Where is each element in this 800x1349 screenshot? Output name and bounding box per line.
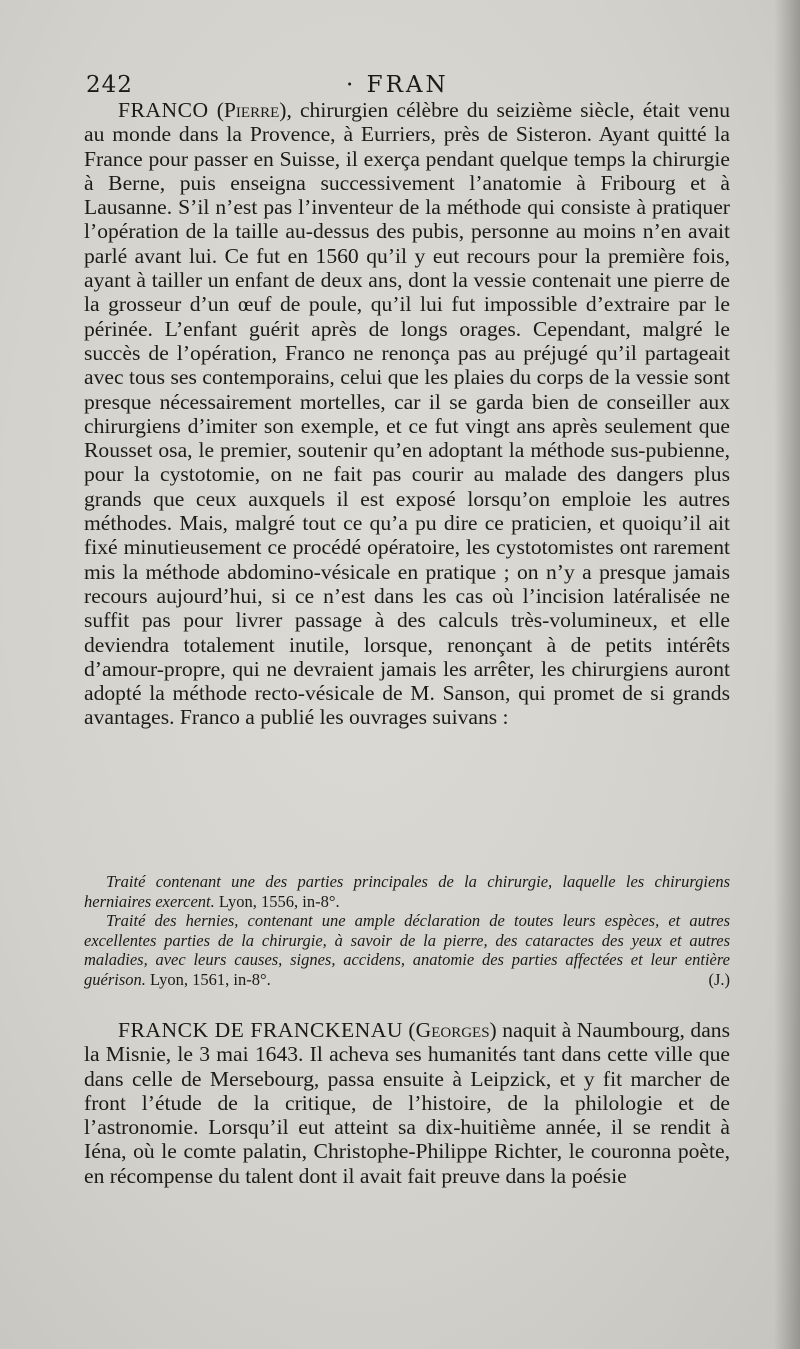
entry-body: , chirurgien célèbre du seizième siècle, était venu au monde dans la Provence, à Eurriers, près de Sisteron. Ayant quitté la France pour passer en Suisse, il exerça pendant quelque temps la chirurgie à Berne, puis enseigna successivement l’anatomie à Fribourg et à Lausanne. S’il n’est pas l’inventeur de la méthode qui consiste à pratiquer l’opération de la taille au-dessus des pubis, personne au moins n’en avait parlé avant lui. Ce fut en 1560 qu’il y eut recours pour la première fois, ayant à tailler un enfant de deux ans, dont la vessie contenait une pierre de la grosseur d’un œuf de poule, qu’il lui fut impossible d’extraire par le périnée. L’enfant guérit après de longs orages. Cependant, malgré le succès de l’opération, Franco ne renonça pas au préjugé qu’il partageait avec tous ses contemporains, celui que les plaies du corps de la vessie sont presque nécessairement mortelles, car il se garda bien de conseiller aux chirurgiens d’imiter son exemple, et ce fut vingt ans après seulement que Rousset osa, le premier, soutenir qu’en adoptant la méthode sus-pubienne, pour la cystotomie, on ne fait pas courir au malade des dangers plus grands que ceux auxquels il est exposé lorsqu’on emploie les autres méthodes. Mais, malgré tout ce qu’a pu dire ce praticien, et quoiqu’il ait fixé minutieusement ce procédé opératoire, les cystotomistes ont rarement mis la méthode abdomino-vésicale en pratique ; on n’y a presque jamais recours aujourd’hui, si ce n’est dans les cas où l’incision latéralisée ne suffit pas pour livrer passage à des calculs très-volumineux, et elle deviendra totalement inutile, lorsque, renonçant à de petits intérêts d’amour-propre, qui ne devraient jamais les arrêter, les chirurgiens auront adopté la méthode recto-vésicale de M. Sanson, qui promet de si grands avantages. Franco a publié les ouvrages suivans :: [84, 98, 731, 730]
entry-paragraph: FRANCO (Pierre), chirurgien célèbre du seizième siècle, était venu au monde dans la Provence, à Eurriers, près de Sisteron. Ayant quitté la France pour passer en Suisse, il exerça pendant quelque temps la chirurgie à Berne, puis enseigna successivement l’anatomie à Fribourg et à Lausanne. S’il n’est pas l’inventeur de la méthode qui consiste à pratiquer l’opération de la taille au-dessus des pubis, personne au moins n’en avait parlé avant lui. Ce fut en 1560 qu’il y eut recours pour la première fois, ayant à tailler un enfant de deux ans, dont la vessie contenait une pierre de la grosseur d’un œuf de poule, qu’il lui fut impossible d’extraire par le périnée. L’enfant guérit après de longs orages. Cependant, malgré le succès de l’opération, Franco ne renonça pas au préjugé qu’il partageait avec tous ses contemporains, celui que les plaies du corps de la vessie sont presque nécessairement mortelles, car il se garda bien de conseiller aux chirurgiens d’imiter son exemple, et ce fut vingt ans après seulement que Rousset osa, le premier, soutenir qu’en adoptant la méthode sus-pubienne, pour la cystotomie, on ne fait pas courir au malade des dangers plus grands que ceux auxquels il est exposé lorsqu’on emploie les autres méthodes. Mais, malgré tout ce qu’a pu dire ce praticien, et quoiqu’il ait fixé minutieusement ce procédé opératoire, les cystotomistes ont rarement mis la méthode abdomino-vésicale en pratique ; on n’y a presque jamais recours aujourd’hui, si ce n’est dans les cas où l’incision latéralisée ne suffit pas pour livrer passage à des calculs très-volumineux, et elle deviendra totalement inutile, lorsque, renonçant à de petits intérêts d’amour-propre, qui ne devraient jamais les arrêter, les chirurgiens auront adopté la méthode recto-vésicale de M. Sanson, qui promet de si grands avantages. Franco a publié les ouvrages suivans :: [84, 98, 731, 730]
entry-forename: Georges: [415, 1018, 490, 1042]
bibliography-item: [84, 911, 730, 989]
entry-headword: FRANCO: [118, 98, 209, 122]
entry-headword: FRANCK DE FRANCKENAU: [118, 1018, 403, 1042]
work-title: Traité contenant une des parties principales de la chirurgie, laquelle les chirurgiens herniaires exercent.: [84, 872, 730, 911]
entry-paragraph: FRANCK DE FRANCKENAU (Georges) naquit à Naumbourg, dans la Misnie, le 3 mai 1643. Il acheva ses humanités tant dans cette ville que dans celle de Mersebourg, passa ensuite à Leipzick, et y fit marcher de front l’étude de la critique, de l’histoire, de la philologie et de l’astronomie. Lorsqu’il eut atteint sa dix-huitième année, il se rendit à Iéna, où le comte palatin, Christophe-Philippe Richter, le couronna poète, en récompense du talent dont il avait fait preuve dans la poésie: [84, 1018, 730, 1188]
entry-franck-de-franckenau: [84, 1018, 730, 1188]
work-imprint: Lyon, 1561, in-8°.: [145, 969, 271, 989]
entry-franco: [84, 98, 730, 730]
page-number: 242: [86, 72, 133, 98]
entry-body: naquit à Naumbourg, dans la Misnie, le 3 mai 1643. Il acheva ses humanités tant dans cette ville que dans celle de Mersebourg, passa ensuite à Leipzick, et y fit marcher de front l’étude de la critique, de l’histoire, de la philologie et de l’astronomie. Lorsqu’il eut atteint sa dix-huitième année, il se rendit à Iéna, où le comte palatin, Christophe-Philippe Richter, le couronna poète, en récompense du talent dont il avait fait preuve dans la poésie: [84, 1018, 730, 1188]
author-signature: (J.): [708, 969, 730, 989]
entry-forename: Pierre: [223, 98, 280, 122]
work-imprint: Lyon, 1556, in-8°.: [214, 891, 340, 911]
bibliography: [84, 872, 730, 989]
bibliography-item: [84, 872, 730, 911]
work-title: Traité des hernies, contenant une ample déclaration de toutes leurs espèces, et autres excellentes parties de la chirurgie, à savoir de la pierre, des cataractes des yeux et autres maladies, avec leurs causes, signes, accidens, anatomie des parties affectées et leur entière guérison.: [84, 911, 730, 989]
page-edge-shadow: [774, 0, 800, 1349]
running-head: · FRAN: [346, 72, 449, 98]
